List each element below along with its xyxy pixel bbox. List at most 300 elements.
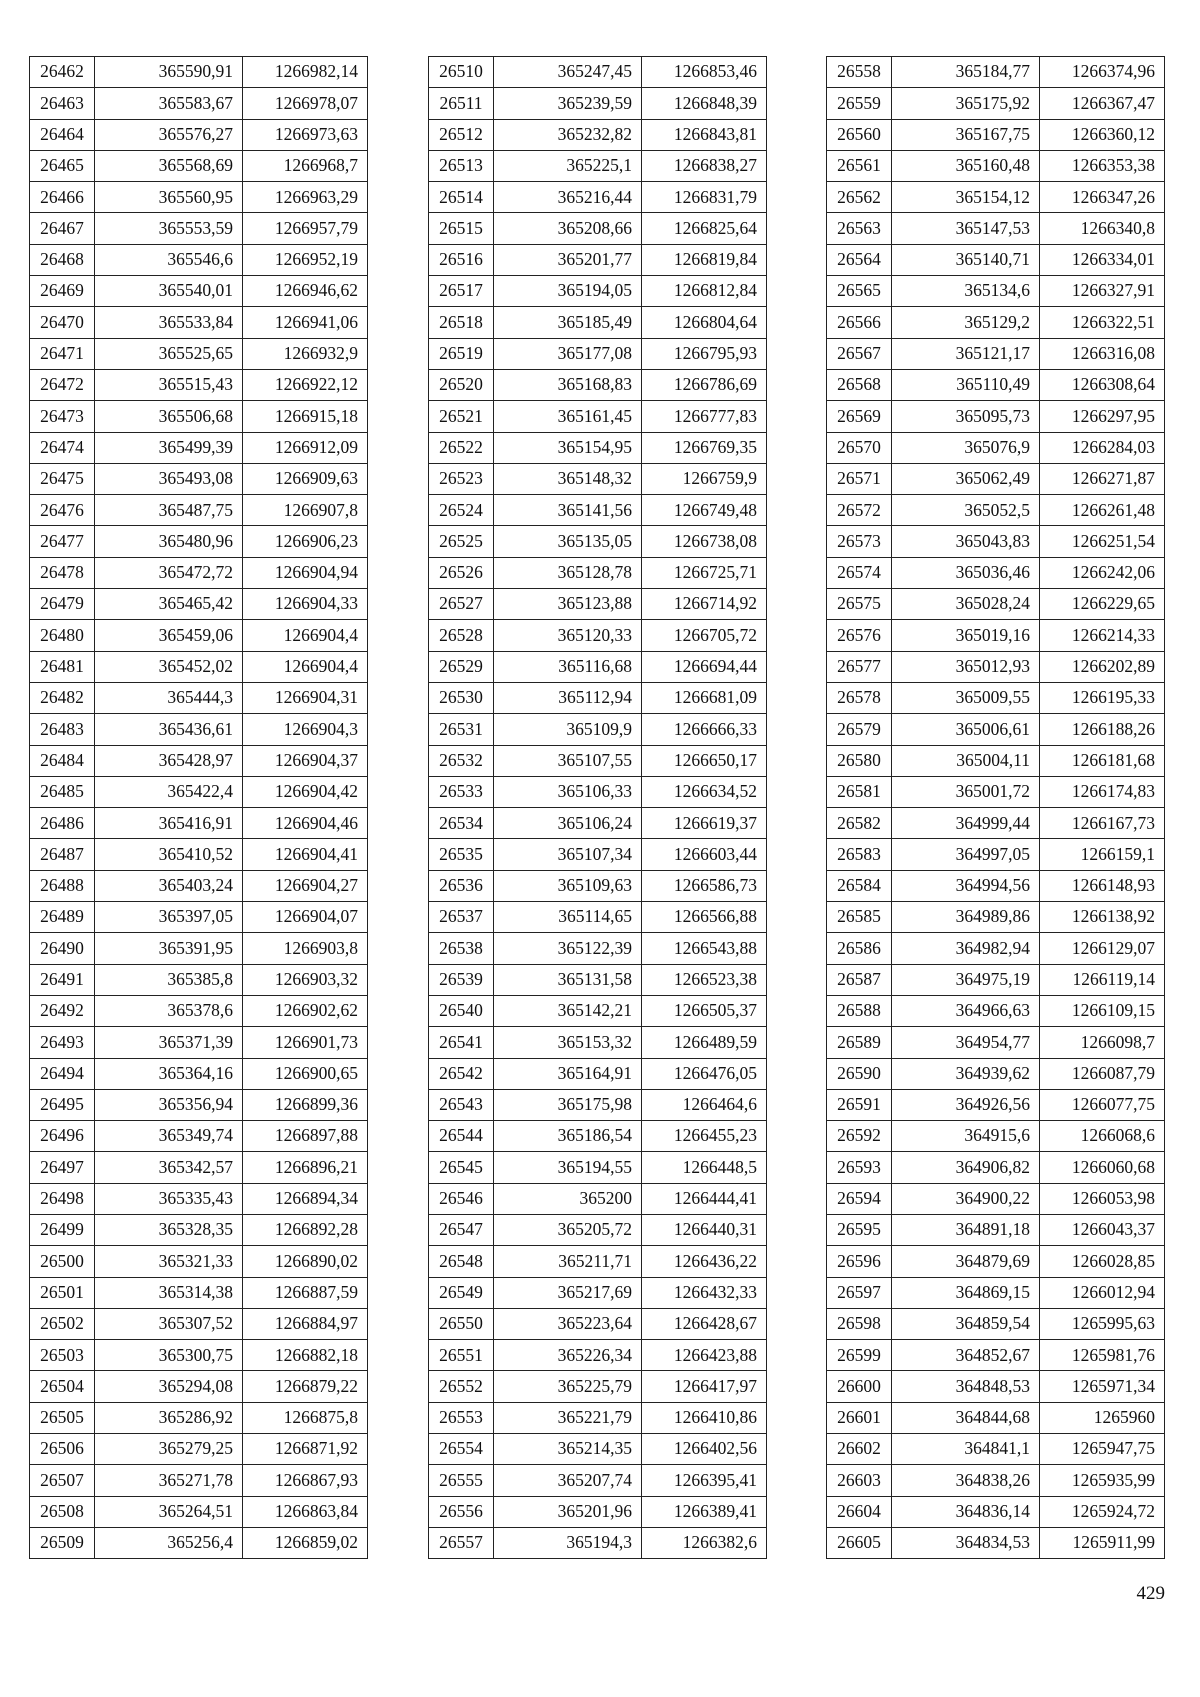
x-coordinate-cell: 365200 xyxy=(494,1183,642,1214)
y-coordinate-cell: 1266899,36 xyxy=(243,1089,368,1120)
x-coordinate-cell: 365459,06 xyxy=(95,620,243,651)
table-row xyxy=(30,307,368,338)
point-number-cell: 26482 xyxy=(30,682,95,713)
y-coordinate-cell: 1266738,08 xyxy=(642,526,767,557)
point-number-cell: 26521 xyxy=(429,401,494,432)
y-coordinate-cell: 1266714,92 xyxy=(642,589,767,620)
table-row xyxy=(429,213,767,244)
table-row xyxy=(30,276,368,307)
y-coordinate-cell: 1266650,17 xyxy=(642,745,767,776)
coordinate-table-2 xyxy=(428,56,767,1559)
table-row xyxy=(30,1152,368,1183)
y-coordinate-cell: 1266915,18 xyxy=(243,401,368,432)
table-row xyxy=(827,88,1165,119)
point-number-cell: 26489 xyxy=(30,902,95,933)
y-coordinate-cell: 1266353,38 xyxy=(1040,150,1165,181)
x-coordinate-cell: 364997,05 xyxy=(892,839,1040,870)
y-coordinate-cell: 1266900,65 xyxy=(243,1058,368,1089)
x-coordinate-cell: 365515,43 xyxy=(95,369,243,400)
y-coordinate-cell: 1266028,85 xyxy=(1040,1246,1165,1277)
x-coordinate-cell: 365583,67 xyxy=(95,88,243,119)
y-coordinate-cell: 1266060,68 xyxy=(1040,1152,1165,1183)
point-number-cell: 26540 xyxy=(429,995,494,1026)
x-coordinate-cell: 365164,91 xyxy=(494,1058,642,1089)
point-number-cell: 26605 xyxy=(827,1527,892,1558)
point-number-cell: 26511 xyxy=(429,88,494,119)
point-number-cell: 26476 xyxy=(30,495,95,526)
point-number-cell: 26538 xyxy=(429,933,494,964)
point-number-cell: 26558 xyxy=(827,57,892,88)
table-row xyxy=(30,1246,368,1277)
table-row xyxy=(827,182,1165,213)
point-number-cell: 26509 xyxy=(30,1527,95,1558)
point-number-cell: 26592 xyxy=(827,1121,892,1152)
point-number-cell: 26602 xyxy=(827,1434,892,1465)
x-coordinate-cell: 365422,4 xyxy=(95,776,243,807)
table-row xyxy=(827,338,1165,369)
x-coordinate-cell: 365134,6 xyxy=(892,276,1040,307)
y-coordinate-cell: 1266455,23 xyxy=(642,1121,767,1152)
table-row xyxy=(429,338,767,369)
table-row xyxy=(827,1027,1165,1058)
y-coordinate-cell: 1266749,48 xyxy=(642,495,767,526)
y-coordinate-cell: 1266448,5 xyxy=(642,1152,767,1183)
point-number-cell: 26597 xyxy=(827,1277,892,1308)
table-row xyxy=(429,589,767,620)
table-row xyxy=(30,1371,368,1402)
table-row xyxy=(30,682,368,713)
y-coordinate-cell: 1266904,41 xyxy=(243,839,368,870)
point-number-cell: 26575 xyxy=(827,589,892,620)
y-coordinate-cell: 1266174,83 xyxy=(1040,776,1165,807)
table-row xyxy=(429,88,767,119)
y-coordinate-cell: 1266308,64 xyxy=(1040,369,1165,400)
y-coordinate-cell: 1266666,33 xyxy=(642,714,767,745)
table-row xyxy=(429,244,767,275)
table-row xyxy=(30,213,368,244)
x-coordinate-cell: 365335,43 xyxy=(95,1183,243,1214)
y-coordinate-cell: 1266904,94 xyxy=(243,557,368,588)
x-coordinate-cell: 365142,21 xyxy=(494,995,642,1026)
y-coordinate-cell: 1266167,73 xyxy=(1040,808,1165,839)
point-number-cell: 26577 xyxy=(827,651,892,682)
point-number-cell: 26465 xyxy=(30,150,95,181)
x-coordinate-cell: 365546,6 xyxy=(95,244,243,275)
x-coordinate-cell: 365110,49 xyxy=(892,369,1040,400)
x-coordinate-cell: 365279,25 xyxy=(95,1434,243,1465)
table-row xyxy=(827,964,1165,995)
point-number-cell: 26572 xyxy=(827,495,892,526)
y-coordinate-cell: 1266941,06 xyxy=(243,307,368,338)
point-number-cell: 26514 xyxy=(429,182,494,213)
x-coordinate-cell: 365321,33 xyxy=(95,1246,243,1277)
y-coordinate-cell: 1266795,93 xyxy=(642,338,767,369)
y-coordinate-cell: 1266812,84 xyxy=(642,276,767,307)
y-coordinate-cell: 1266904,33 xyxy=(243,589,368,620)
point-number-cell: 26524 xyxy=(429,495,494,526)
point-number-cell: 26487 xyxy=(30,839,95,870)
y-coordinate-cell: 1266952,19 xyxy=(243,244,368,275)
table-row xyxy=(30,995,368,1026)
table-row xyxy=(30,839,368,870)
table-row xyxy=(827,463,1165,494)
point-number-cell: 26518 xyxy=(429,307,494,338)
y-coordinate-cell: 1266410,86 xyxy=(642,1402,767,1433)
x-coordinate-cell: 365214,35 xyxy=(494,1434,642,1465)
point-number-cell: 26571 xyxy=(827,463,892,494)
x-coordinate-cell: 365185,49 xyxy=(494,307,642,338)
x-coordinate-cell: 364939,62 xyxy=(892,1058,1040,1089)
x-coordinate-cell: 365009,55 xyxy=(892,682,1040,713)
x-coordinate-cell: 365076,9 xyxy=(892,432,1040,463)
table-row xyxy=(429,369,767,400)
point-number-cell: 26555 xyxy=(429,1465,494,1496)
x-coordinate-cell: 365533,84 xyxy=(95,307,243,338)
x-coordinate-cell: 365177,08 xyxy=(494,338,642,369)
table-row xyxy=(827,620,1165,651)
y-coordinate-cell: 1266109,15 xyxy=(1040,995,1165,1026)
x-coordinate-cell: 365028,24 xyxy=(892,589,1040,620)
x-coordinate-cell: 364966,63 xyxy=(892,995,1040,1026)
point-number-cell: 26492 xyxy=(30,995,95,1026)
table-row xyxy=(429,933,767,964)
y-coordinate-cell: 1266902,62 xyxy=(243,995,368,1026)
y-coordinate-cell: 1266909,63 xyxy=(243,463,368,494)
point-number-cell: 26574 xyxy=(827,557,892,588)
x-coordinate-cell: 365194,05 xyxy=(494,276,642,307)
table-row xyxy=(429,495,767,526)
table-row xyxy=(827,839,1165,870)
point-number-cell: 26547 xyxy=(429,1214,494,1245)
table-row xyxy=(429,1496,767,1527)
point-number-cell: 26580 xyxy=(827,745,892,776)
table-row xyxy=(827,57,1165,88)
y-coordinate-cell: 1266904,31 xyxy=(243,682,368,713)
x-coordinate-cell: 365175,92 xyxy=(892,88,1040,119)
x-coordinate-cell: 365465,42 xyxy=(95,589,243,620)
point-number-cell: 26480 xyxy=(30,620,95,651)
point-number-cell: 26528 xyxy=(429,620,494,651)
table-row xyxy=(827,1246,1165,1277)
x-coordinate-cell: 365106,33 xyxy=(494,776,642,807)
table-row xyxy=(30,964,368,995)
x-coordinate-cell: 365403,24 xyxy=(95,870,243,901)
x-coordinate-cell: 365247,45 xyxy=(494,57,642,88)
table-row xyxy=(429,1277,767,1308)
point-number-cell: 26499 xyxy=(30,1214,95,1245)
table-row xyxy=(827,1183,1165,1214)
y-coordinate-cell: 1266890,02 xyxy=(243,1246,368,1277)
y-coordinate-cell: 1266566,88 xyxy=(642,902,767,933)
table-row xyxy=(429,1402,767,1433)
page-number: 429 xyxy=(1136,1583,1165,1604)
table-row xyxy=(827,150,1165,181)
y-coordinate-cell: 1266119,14 xyxy=(1040,964,1165,995)
x-coordinate-cell: 365307,52 xyxy=(95,1308,243,1339)
table-row xyxy=(827,432,1165,463)
point-number-cell: 26502 xyxy=(30,1308,95,1339)
y-coordinate-cell: 1266725,71 xyxy=(642,557,767,588)
y-coordinate-cell: 1266901,73 xyxy=(243,1027,368,1058)
coordinate-table-3 xyxy=(826,56,1165,1559)
point-number-cell: 26462 xyxy=(30,57,95,88)
y-coordinate-cell: 1266892,28 xyxy=(243,1214,368,1245)
x-coordinate-cell: 365226,34 xyxy=(494,1340,642,1371)
x-coordinate-cell: 365095,73 xyxy=(892,401,1040,432)
point-number-cell: 26554 xyxy=(429,1434,494,1465)
x-coordinate-cell: 365553,59 xyxy=(95,213,243,244)
y-coordinate-cell: 1266681,09 xyxy=(642,682,767,713)
table-row xyxy=(827,1089,1165,1120)
table-row xyxy=(429,902,767,933)
point-number-cell: 26562 xyxy=(827,182,892,213)
x-coordinate-cell: 364879,69 xyxy=(892,1246,1040,1277)
x-coordinate-cell: 365216,44 xyxy=(494,182,642,213)
table-row xyxy=(30,1496,368,1527)
table-row xyxy=(827,1340,1165,1371)
x-coordinate-cell: 365109,9 xyxy=(494,714,642,745)
y-coordinate-cell: 1266634,52 xyxy=(642,776,767,807)
y-coordinate-cell: 1266098,7 xyxy=(1040,1027,1165,1058)
y-coordinate-cell: 1266242,06 xyxy=(1040,557,1165,588)
point-number-cell: 26587 xyxy=(827,964,892,995)
x-coordinate-cell: 365153,32 xyxy=(494,1027,642,1058)
table-row xyxy=(827,1465,1165,1496)
point-number-cell: 26583 xyxy=(827,839,892,870)
table-row xyxy=(429,119,767,150)
table-row xyxy=(30,119,368,150)
x-coordinate-cell: 365122,39 xyxy=(494,933,642,964)
table-row xyxy=(429,1465,767,1496)
table-row xyxy=(827,808,1165,839)
y-coordinate-cell: 1266261,48 xyxy=(1040,495,1165,526)
y-coordinate-cell: 1266907,8 xyxy=(243,495,368,526)
point-number-cell: 26510 xyxy=(429,57,494,88)
table-row xyxy=(827,902,1165,933)
point-number-cell: 26516 xyxy=(429,244,494,275)
table-row xyxy=(429,526,767,557)
x-coordinate-cell: 365147,53 xyxy=(892,213,1040,244)
table-row xyxy=(30,463,368,494)
y-coordinate-cell: 1266804,64 xyxy=(642,307,767,338)
y-coordinate-cell: 1266251,54 xyxy=(1040,526,1165,557)
x-coordinate-cell: 364838,26 xyxy=(892,1465,1040,1496)
x-coordinate-cell: 365107,34 xyxy=(494,839,642,870)
table-row xyxy=(429,682,767,713)
table-row xyxy=(429,150,767,181)
y-coordinate-cell: 1265924,72 xyxy=(1040,1496,1165,1527)
y-coordinate-cell: 1266853,46 xyxy=(642,57,767,88)
point-number-cell: 26591 xyxy=(827,1089,892,1120)
y-coordinate-cell: 1266012,94 xyxy=(1040,1277,1165,1308)
x-coordinate-cell: 365186,54 xyxy=(494,1121,642,1152)
point-number-cell: 26535 xyxy=(429,839,494,870)
point-number-cell: 26598 xyxy=(827,1308,892,1339)
y-coordinate-cell: 1266694,44 xyxy=(642,651,767,682)
table-row xyxy=(429,995,767,1026)
x-coordinate-cell: 365036,46 xyxy=(892,557,1040,588)
y-coordinate-cell: 1266903,32 xyxy=(243,964,368,995)
table-row xyxy=(827,369,1165,400)
point-number-cell: 26515 xyxy=(429,213,494,244)
y-coordinate-cell: 1266322,51 xyxy=(1040,307,1165,338)
y-coordinate-cell: 1266904,37 xyxy=(243,745,368,776)
y-coordinate-cell: 1266867,93 xyxy=(243,1465,368,1496)
x-coordinate-cell: 365106,24 xyxy=(494,808,642,839)
point-number-cell: 26507 xyxy=(30,1465,95,1496)
y-coordinate-cell: 1266897,88 xyxy=(243,1121,368,1152)
y-coordinate-cell: 1266906,23 xyxy=(243,526,368,557)
table-row xyxy=(30,808,368,839)
x-coordinate-cell: 365342,57 xyxy=(95,1152,243,1183)
point-number-cell: 26589 xyxy=(827,1027,892,1058)
table-row xyxy=(429,1152,767,1183)
point-number-cell: 26500 xyxy=(30,1246,95,1277)
table-row xyxy=(429,776,767,807)
y-coordinate-cell: 1266825,64 xyxy=(642,213,767,244)
x-coordinate-cell: 365217,69 xyxy=(494,1277,642,1308)
x-coordinate-cell: 364989,86 xyxy=(892,902,1040,933)
x-coordinate-cell: 365168,83 xyxy=(494,369,642,400)
y-coordinate-cell: 1266214,33 xyxy=(1040,620,1165,651)
x-coordinate-cell: 365232,82 xyxy=(494,119,642,150)
table-row xyxy=(429,276,767,307)
point-number-cell: 26596 xyxy=(827,1246,892,1277)
point-number-cell: 26557 xyxy=(429,1527,494,1558)
table-row xyxy=(429,401,767,432)
table-row xyxy=(429,307,767,338)
table-row xyxy=(30,432,368,463)
y-coordinate-cell: 1266202,89 xyxy=(1040,651,1165,682)
point-number-cell: 26565 xyxy=(827,276,892,307)
y-coordinate-cell: 1266334,01 xyxy=(1040,244,1165,275)
x-coordinate-cell: 365160,48 xyxy=(892,150,1040,181)
point-number-cell: 26569 xyxy=(827,401,892,432)
x-coordinate-cell: 365194,3 xyxy=(494,1527,642,1558)
point-number-cell: 26556 xyxy=(429,1496,494,1527)
table-row xyxy=(30,1027,368,1058)
y-coordinate-cell: 1266382,6 xyxy=(642,1527,767,1558)
table-row xyxy=(30,870,368,901)
x-coordinate-cell: 365525,65 xyxy=(95,338,243,369)
point-number-cell: 26529 xyxy=(429,651,494,682)
y-coordinate-cell: 1266904,4 xyxy=(243,651,368,682)
x-coordinate-cell: 365371,39 xyxy=(95,1027,243,1058)
point-number-cell: 26474 xyxy=(30,432,95,463)
table-row xyxy=(827,557,1165,588)
y-coordinate-cell: 1265971,34 xyxy=(1040,1371,1165,1402)
y-coordinate-cell: 1266138,92 xyxy=(1040,902,1165,933)
x-coordinate-cell: 365436,61 xyxy=(95,714,243,745)
point-number-cell: 26485 xyxy=(30,776,95,807)
x-coordinate-cell: 365576,27 xyxy=(95,119,243,150)
y-coordinate-cell: 1266819,84 xyxy=(642,244,767,275)
y-coordinate-cell: 1266777,83 xyxy=(642,401,767,432)
y-coordinate-cell: 1266505,37 xyxy=(642,995,767,1026)
point-number-cell: 26560 xyxy=(827,119,892,150)
x-coordinate-cell: 365444,3 xyxy=(95,682,243,713)
point-number-cell: 26526 xyxy=(429,557,494,588)
table-row xyxy=(429,1340,767,1371)
y-coordinate-cell: 1266195,33 xyxy=(1040,682,1165,713)
y-coordinate-cell: 1266879,22 xyxy=(243,1371,368,1402)
x-coordinate-cell: 365116,68 xyxy=(494,651,642,682)
point-number-cell: 26486 xyxy=(30,808,95,839)
x-coordinate-cell: 365167,75 xyxy=(892,119,1040,150)
x-coordinate-cell: 364954,77 xyxy=(892,1027,1040,1058)
table-row xyxy=(429,1121,767,1152)
y-coordinate-cell: 1266402,56 xyxy=(642,1434,767,1465)
point-number-cell: 26561 xyxy=(827,150,892,181)
x-coordinate-cell: 364834,53 xyxy=(892,1527,1040,1558)
point-number-cell: 26490 xyxy=(30,933,95,964)
x-coordinate-cell: 365123,88 xyxy=(494,589,642,620)
table-row xyxy=(827,526,1165,557)
table-row xyxy=(30,1434,368,1465)
y-coordinate-cell: 1266148,93 xyxy=(1040,870,1165,901)
table-row xyxy=(30,589,368,620)
point-number-cell: 26495 xyxy=(30,1089,95,1120)
x-coordinate-cell: 365019,16 xyxy=(892,620,1040,651)
point-number-cell: 26464 xyxy=(30,119,95,150)
y-coordinate-cell: 1266389,41 xyxy=(642,1496,767,1527)
table-row xyxy=(429,1027,767,1058)
point-number-cell: 26478 xyxy=(30,557,95,588)
x-coordinate-cell: 365175,98 xyxy=(494,1089,642,1120)
point-number-cell: 26517 xyxy=(429,276,494,307)
x-coordinate-cell: 364844,68 xyxy=(892,1402,1040,1433)
y-coordinate-cell: 1265995,63 xyxy=(1040,1308,1165,1339)
table-row xyxy=(429,651,767,682)
point-number-cell: 26470 xyxy=(30,307,95,338)
x-coordinate-cell: 365004,11 xyxy=(892,745,1040,776)
x-coordinate-cell: 365201,77 xyxy=(494,244,642,275)
point-number-cell: 26582 xyxy=(827,808,892,839)
x-coordinate-cell: 365294,08 xyxy=(95,1371,243,1402)
x-coordinate-cell: 365223,64 xyxy=(494,1308,642,1339)
y-coordinate-cell: 1266859,02 xyxy=(243,1527,368,1558)
table-row xyxy=(827,1402,1165,1433)
x-coordinate-cell: 365154,12 xyxy=(892,182,1040,213)
y-coordinate-cell: 1266129,07 xyxy=(1040,933,1165,964)
x-coordinate-cell: 365590,91 xyxy=(95,57,243,88)
table-row xyxy=(429,620,767,651)
table-row xyxy=(30,401,368,432)
y-coordinate-cell: 1266838,27 xyxy=(642,150,767,181)
table-row xyxy=(429,1058,767,1089)
point-number-cell: 26520 xyxy=(429,369,494,400)
table-row xyxy=(30,902,368,933)
point-number-cell: 26579 xyxy=(827,714,892,745)
x-coordinate-cell: 365107,55 xyxy=(494,745,642,776)
x-coordinate-cell: 365239,59 xyxy=(494,88,642,119)
table-row xyxy=(827,1214,1165,1245)
point-number-cell: 26543 xyxy=(429,1089,494,1120)
x-coordinate-cell: 364999,44 xyxy=(892,808,1040,839)
x-coordinate-cell: 365416,91 xyxy=(95,808,243,839)
x-coordinate-cell: 364906,82 xyxy=(892,1152,1040,1183)
table-row xyxy=(30,1121,368,1152)
point-number-cell: 26603 xyxy=(827,1465,892,1496)
x-coordinate-cell: 365378,6 xyxy=(95,995,243,1026)
x-coordinate-cell: 365356,94 xyxy=(95,1089,243,1120)
y-coordinate-cell: 1266759,9 xyxy=(642,463,767,494)
x-coordinate-cell: 365201,96 xyxy=(494,1496,642,1527)
y-coordinate-cell: 1266982,14 xyxy=(243,57,368,88)
y-coordinate-cell: 1266444,41 xyxy=(642,1183,767,1214)
y-coordinate-cell: 1266831,79 xyxy=(642,182,767,213)
y-coordinate-cell: 1266769,35 xyxy=(642,432,767,463)
